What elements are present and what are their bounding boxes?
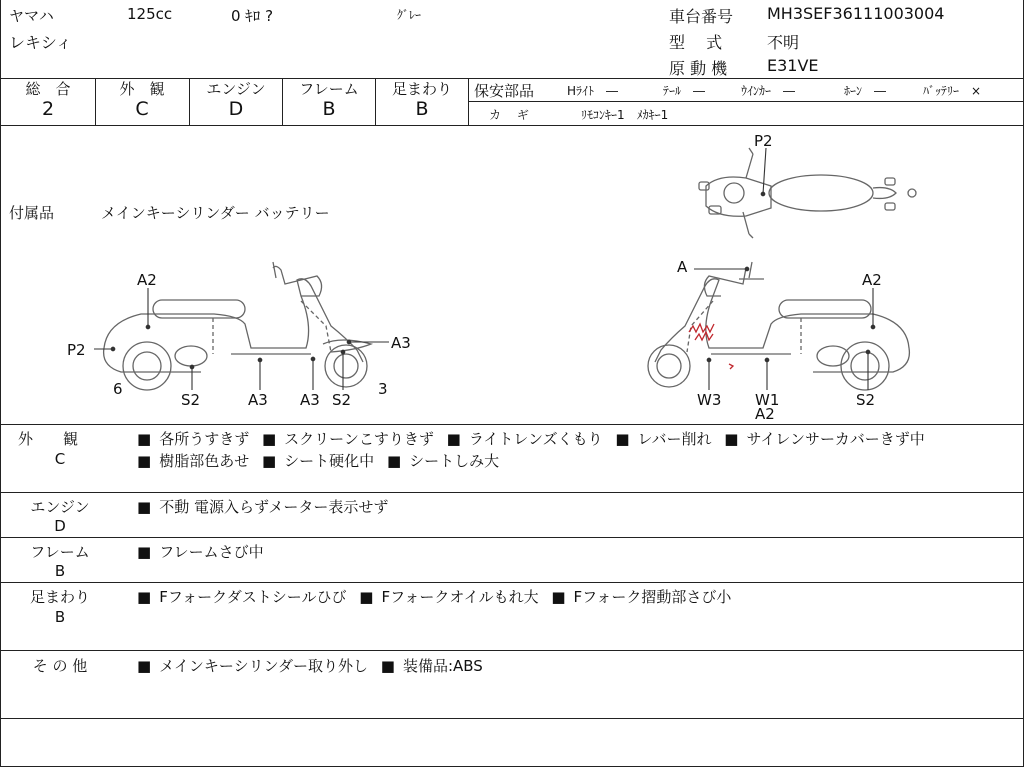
mileage: 0 ｷﾛ ? (231, 7, 274, 25)
finding-item: ■ シートしみ大 (387, 452, 499, 470)
type-label: 型 式 (669, 33, 723, 52)
divider (1, 650, 1023, 651)
finding-item: ■ Fフォークオイルもれ大 (359, 588, 538, 606)
grade-exterior-label: 外 観 (119, 80, 165, 98)
label-left-s2-b: S2 (332, 391, 352, 409)
finding-item: ■ シート硬化中 (262, 452, 374, 470)
finding-suspension-label: 足まわり (29, 588, 90, 606)
label-right-a2: A2 (862, 271, 882, 289)
grade-frame-label: フレーム (299, 80, 359, 98)
damage-mark (689, 324, 733, 369)
scooter-diagram (1, 126, 1023, 424)
finding-other-line1 (137, 655, 483, 676)
accessories-label: 付属品 (9, 204, 55, 222)
safety-winker: ｳｲﾝｶｰ ― (741, 84, 796, 98)
finding-frame-grade: B (54, 562, 66, 580)
finding-engine-grade: D (54, 517, 66, 535)
divider (1, 424, 1023, 425)
finding-suspension-line1 (137, 586, 731, 607)
maker: ヤマハ (9, 7, 54, 25)
grade-engine-value: D (228, 98, 244, 120)
label-top-p2: P2 (754, 132, 773, 150)
finding-item: ■ サイレンサーカバーきず中 (724, 430, 924, 448)
finding-item: ■ メインキーシリンダー取り外し (137, 657, 368, 675)
finding-item: ■ 樹脂部色あせ (137, 452, 249, 470)
grade-overall-value: 2 (41, 98, 55, 120)
label-left-a2: A2 (137, 271, 157, 289)
label-right-a: A (677, 258, 688, 276)
finding-other-label: そ の 他 (32, 657, 88, 675)
finding-engine-line1 (137, 496, 388, 517)
type-value: 不明 (767, 33, 800, 52)
frame-number-value: MH3SEF36111003004 (767, 4, 945, 23)
divider (1, 718, 1023, 719)
finding-item: ■ 各所うすきず (137, 430, 249, 448)
grade-engine-label: エンジン (206, 80, 266, 98)
divider (1, 582, 1023, 583)
label-left-a3-a: A3 (248, 391, 268, 409)
finding-exterior-line1 (137, 428, 925, 449)
finding-suspension-grade: B (54, 608, 66, 626)
label-right-a2-b: A2 (755, 405, 775, 423)
label-left-3: 3 (378, 380, 388, 398)
safety-headlight: Hﾗｲﾄ ― (567, 84, 619, 98)
safety-parts-label: 保安部品 (474, 82, 535, 100)
label-right-w1: W1 (755, 391, 780, 409)
top-view-scooter (699, 148, 916, 238)
grade-frame-value: B (322, 98, 336, 120)
finding-frame-line1 (137, 541, 264, 562)
key-label: カ ギ (489, 108, 529, 122)
finding-item: ■ 装備品:ABS (381, 657, 483, 675)
grade-suspension-label: 足まわり (391, 80, 452, 98)
label-left-a3-b: A3 (300, 391, 320, 409)
finding-item: ■ Fフォークダストシールひび (137, 588, 346, 606)
key-value: ﾘﾓｺﾝｷｰ1 ﾒｶｷｰ1 (581, 108, 669, 122)
color: ｸﾞﾚｰ (397, 8, 422, 22)
model-name: レキシィ (9, 33, 72, 52)
divider (1, 492, 1023, 493)
grade-suspension-value: B (415, 98, 429, 120)
label-left-6: 6 (113, 380, 123, 398)
finding-item: ■ Fフォーク摺動部さび小 (551, 588, 731, 606)
finding-item: ■ 不動 電源入らずメーター表示せず (137, 498, 388, 516)
displacement: 125cc (127, 5, 173, 23)
divider (468, 101, 1023, 102)
accessories-value: メインキーシリンダー バッテリー (101, 204, 330, 222)
label-left-p2: P2 (67, 341, 86, 359)
finding-frame-label: フレーム (30, 543, 90, 561)
label-left-s2-a: S2 (181, 391, 201, 409)
finding-exterior-grade: C (54, 450, 66, 468)
safety-tail: ﾃｰﾙ ― (663, 84, 706, 98)
finding-exterior-label: 外 観 (17, 430, 78, 448)
finding-item: ■ レバー削れ (615, 430, 711, 448)
engine-model-value: E31VE (767, 56, 819, 75)
frame-number-label: 車台番号 (669, 7, 734, 26)
divider (1, 537, 1023, 538)
label-right-w3: W3 (697, 391, 722, 409)
grade-exterior-value: C (135, 98, 149, 120)
grade-overall-label: 総 合 (25, 80, 71, 98)
label-left-a3-right: A3 (391, 334, 411, 352)
engine-model-label: 原 動 機 (669, 59, 728, 78)
safety-battery: ﾊﾞｯﾃﾘｰ × (923, 84, 982, 98)
finding-item: ■ ライトレンズくもり (447, 430, 603, 448)
finding-item: ■ フレームさび中 (137, 543, 264, 561)
finding-item: ■ スクリーンこすりきず (262, 430, 434, 448)
safety-horn: ﾎｰﾝ ― (844, 84, 887, 98)
finding-exterior-line2 (137, 450, 499, 471)
finding-engine-label: エンジン (30, 498, 90, 516)
label-right-s2: S2 (856, 391, 876, 409)
